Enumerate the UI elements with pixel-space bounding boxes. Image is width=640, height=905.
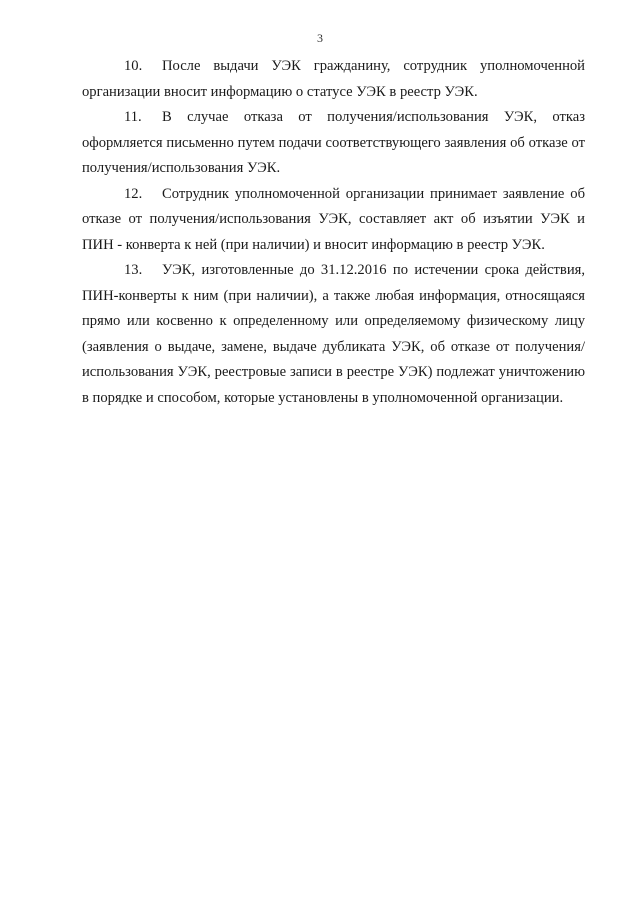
- document-body: [82, 54, 585, 411]
- paragraph-number: 10.: [124, 58, 143, 74]
- paragraph-10: [82, 54, 585, 105]
- paragraph-number: 13.: [124, 262, 143, 278]
- paragraph-text: В случае отказа от получения/использования УЭК, отказ оформляется письменно путем подачи соответствующего заявления об отказе от получения/использования УЭК.: [82, 109, 585, 176]
- page-number: 3: [317, 31, 323, 45]
- paragraph-text: УЭК, изготовленные до 31.12.2016 по истечении срока действия, ПИН-конверты к ним (при наличии), а также любая информация, относящаяся прямо или косвенно к определенному или определяемому физическому лицу (заявления о выдаче, замене, выдаче дубликата УЭК, об отказе от получения/использования УЭК, реестровые записи в реестре УЭК) подлежат уничтожению в порядке и способом, которые установлены в уполномоченной организации.: [82, 262, 585, 406]
- paragraph-text: После выдачи УЭК гражданину, сотрудник уполномоченной организации вносит информацию о статусе УЭК в реестр УЭК.: [82, 58, 585, 100]
- paragraph-number: 12.: [124, 185, 143, 202]
- paragraph-12: [82, 182, 585, 259]
- paragraph-11: [82, 105, 585, 182]
- paragraph-13: [82, 258, 585, 411]
- paragraph-number: 11.: [124, 109, 142, 125]
- paragraph-text: Сотрудник уполномоченной организации принимает заявление об отказе от получения/использования УЭК, составляет акт об изъятии УЭК и ПИН - конверта к ней (при наличии) и вносит информацию в реестр УЭК.: [82, 185, 585, 253]
